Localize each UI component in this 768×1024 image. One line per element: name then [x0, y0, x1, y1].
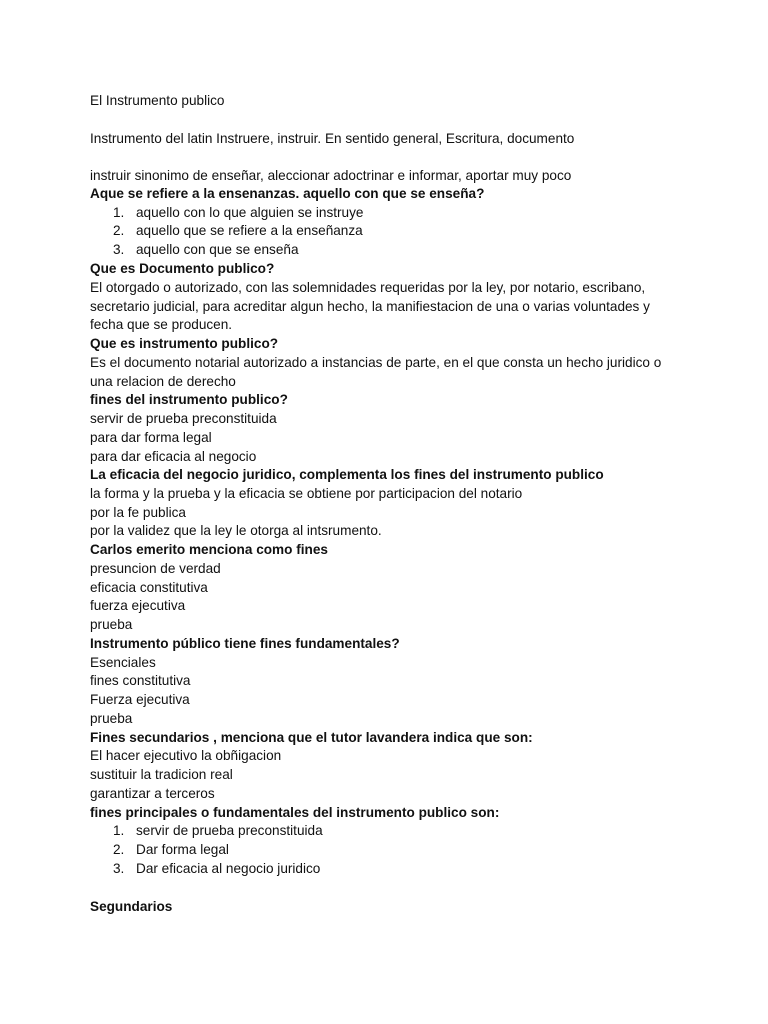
answer-line: servir de prueba preconstituida	[90, 411, 277, 426]
list-item: Dar eficacia al negocio juridico	[136, 861, 321, 876]
list-number: 2.	[113, 842, 125, 857]
list-item: aquello con lo que alguien se instruye	[136, 205, 364, 220]
answer-line: una relacion de derecho	[90, 374, 236, 389]
answer-line: prueba	[90, 617, 133, 632]
answer-line: para dar eficacia al negocio	[90, 449, 257, 464]
list-item: servir de prueba preconstituida	[136, 823, 323, 838]
list-item: Dar forma legal	[136, 842, 229, 857]
question-instrumento: Que es instrumento publico?	[90, 336, 279, 351]
list-item: aquello con que se enseña	[136, 242, 299, 257]
answer-line: garantizar a terceros	[90, 786, 215, 801]
list-number: 2.	[113, 223, 125, 238]
answer-line: por la fe publica	[90, 505, 186, 520]
answer-line: por la validez que la ley le otorga al intsrumento.	[90, 523, 382, 538]
intro-paragraph: Instrumento del latin Instruere, instruir. En sentido general, Escritura, documento	[90, 131, 575, 146]
question-fines: fines del instrumento publico?	[90, 392, 288, 407]
instruir-paragraph: instruir sinonimo de enseñar, aleccionar adoctrinar e informar, aportar muy poco	[90, 168, 572, 183]
question-documento: Que es Documento publico?	[90, 261, 275, 276]
answer-line: para dar forma legal	[90, 430, 212, 445]
document-title: El Instrumento publico	[90, 93, 225, 108]
answer-line: prueba	[90, 711, 133, 726]
answer-line: Fuerza ejecutiva	[90, 692, 190, 707]
answer-line: presuncion de verdad	[90, 561, 221, 576]
answer-line: Esenciales	[90, 655, 156, 670]
answer-line: fecha que se producen.	[90, 317, 233, 332]
question-ensenanza: Aque se refiere a la ensenanzas. aquello con que se enseña?	[90, 186, 485, 201]
answer-line: secretario judicial, para acreditar algun hecho, la manifiestacion de una o varias voluntades y	[90, 299, 650, 314]
answer-line: eficacia constitutiva	[90, 580, 208, 595]
heading-eficacia: La eficacia del negocio juridico, complementa los fines del instrumento publico	[90, 467, 604, 482]
answer-line: fuerza ejecutiva	[90, 598, 186, 613]
list-item: aquello que se refiere a la enseñanza	[136, 223, 363, 238]
heading-principales: fines principales o fundamentales del instrumento publico son:	[90, 805, 500, 820]
answer-line: El hacer ejecutivo la obñigacion	[90, 748, 282, 763]
list-number: 1.	[113, 823, 125, 838]
heading-secundarios: Fines secundarios , menciona que el tutor lavandera indica que son:	[90, 730, 533, 745]
heading-segundarios: Segundarios	[90, 899, 173, 914]
answer-line: fines constitutiva	[90, 673, 191, 688]
list-number: 1.	[113, 205, 125, 220]
heading-fundamentales: Instrumento público tiene fines fundamentales?	[90, 636, 400, 651]
answer-line: Es el documento notarial autorizado a instancias de parte, en el que consta un hecho juridico o	[90, 355, 662, 370]
answer-line: la forma y la prueba y la eficacia se obtiene por participacion del notario	[90, 486, 523, 501]
heading-carlos: Carlos emerito menciona como fines	[90, 542, 328, 557]
list-number: 3.	[113, 242, 125, 257]
list-number: 3.	[113, 861, 125, 876]
answer-line: El otorgado o autorizado, con las solemnidades requeridas por la ley, por notario, escribano,	[90, 280, 646, 295]
answer-line: sustituir la tradicion real	[90, 767, 233, 782]
